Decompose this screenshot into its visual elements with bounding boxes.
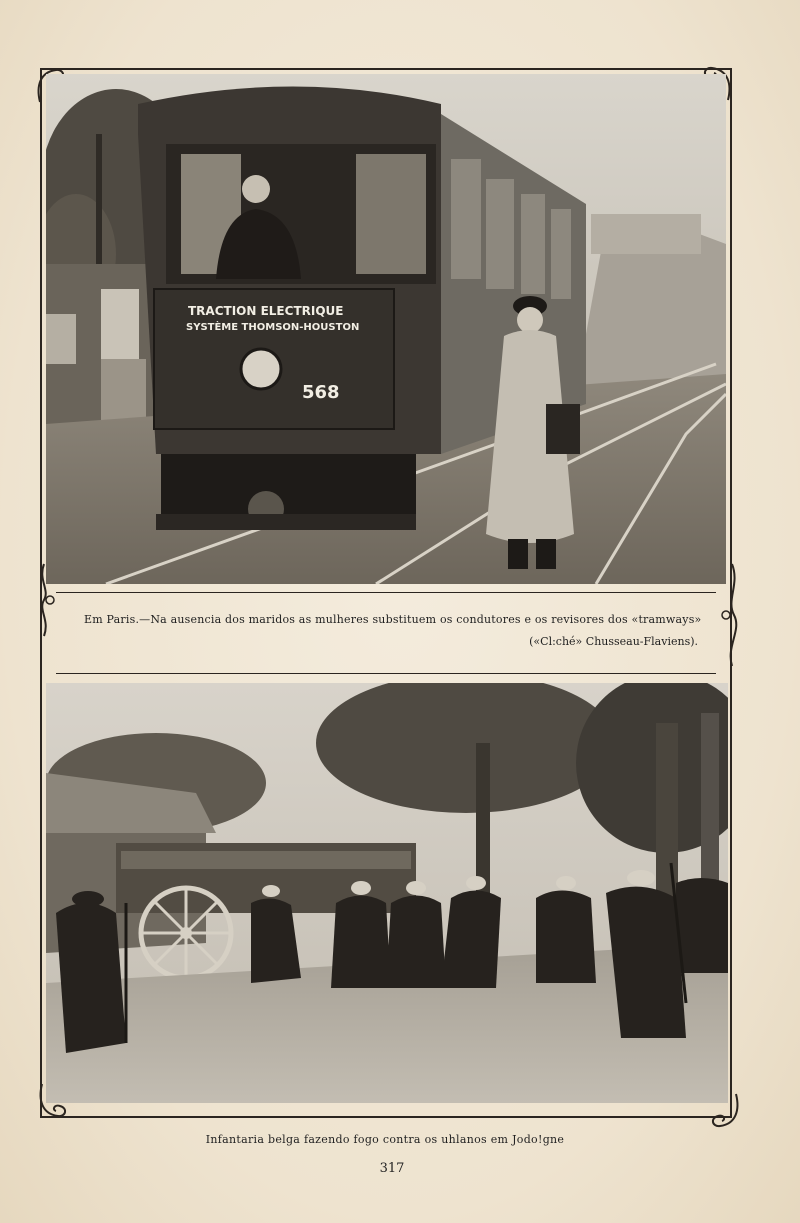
tram-sign-line2: SYSTÈME THOMSON-HOUSTON [186,322,360,333]
page-number: 317 [379,1161,405,1176]
caption-box-top [56,592,716,674]
caption-bottom: Infantaria belga fazendo fogo contra os uhlanos em Jodo!gne [205,1133,565,1146]
tram-number: 568 [302,382,340,403]
caption-top-credit: («Cl:ché» Chusseau-Flaviens). [529,635,698,648]
photo-paris-tram [46,74,726,584]
caption-top-main: Em Paris.—Na ausencia dos maridos as mulheres substituem os condutores e os revisores dos «tramways» [84,613,702,626]
tram-sign-line1: TRACTION ELECTRIQUE [188,304,344,318]
photo-belgian-infantry [46,683,728,1103]
